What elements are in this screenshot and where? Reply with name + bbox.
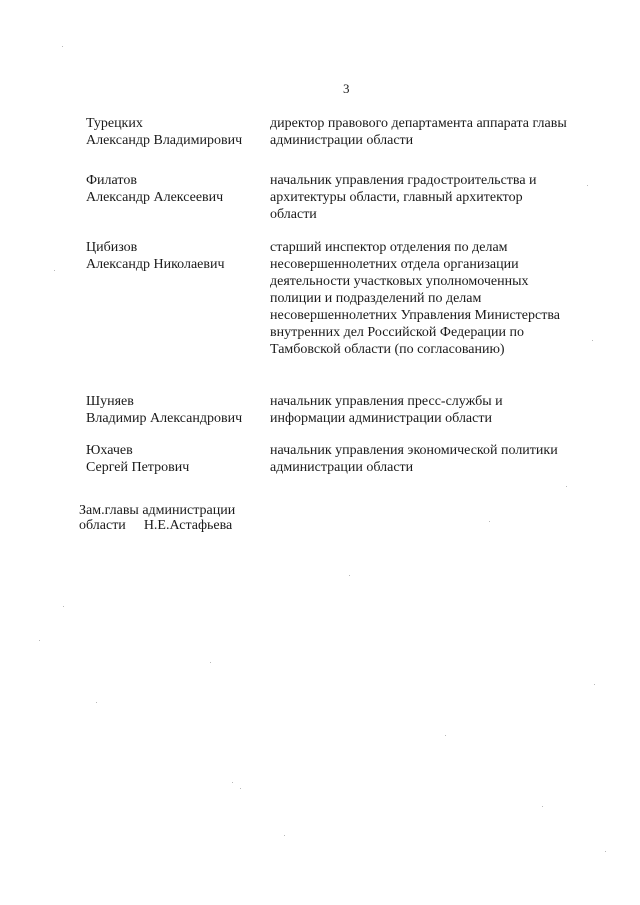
member-position: начальник управления градостроительства и архитектуры области, главный архитектор области bbox=[270, 173, 537, 222]
scan-speck bbox=[240, 788, 241, 789]
scan-speck bbox=[566, 486, 567, 487]
scan-speck bbox=[542, 806, 543, 807]
scan-speck bbox=[63, 606, 64, 607]
scan-speck bbox=[232, 782, 233, 783]
member-position: старший инспектор отделения по делам несовершеннолетних отдела организации деятельности участковых уполномоченных полиции и подразделений по делам несовершеннолетних Управления Министерства внутренних дел Российской Федерации по Тамбовской области (по согласованию) bbox=[270, 240, 560, 357]
member-given-names: Александр Алексеевич bbox=[86, 190, 224, 205]
member-name bbox=[86, 172, 261, 206]
member-name bbox=[86, 393, 261, 427]
member-position: начальник управления экономической политики администрации области bbox=[270, 443, 558, 475]
member-given-names: Александр Владимирович bbox=[86, 133, 243, 148]
scan-speck bbox=[489, 521, 490, 522]
scan-speck bbox=[445, 735, 446, 736]
member-position: начальник управления пресс-службы и информации администрации области bbox=[270, 394, 503, 426]
scan-speck bbox=[349, 575, 350, 576]
scan-speck bbox=[594, 684, 595, 685]
member-surname: Юхачев bbox=[86, 443, 133, 458]
member-surname: Турецких bbox=[86, 116, 143, 131]
member-name bbox=[86, 239, 261, 273]
signatory-name: Н.Е.Астафьева bbox=[143, 518, 233, 533]
member-position: директор правового департамента аппарата главы администрации области bbox=[270, 116, 567, 148]
member-surname: Цибизов bbox=[86, 240, 138, 255]
scan-speck bbox=[605, 851, 606, 852]
member-name bbox=[86, 115, 261, 149]
member-given-names: Александр Николаевич bbox=[86, 257, 225, 272]
member-given-names: Владимир Александрович bbox=[86, 411, 243, 426]
scan-speck bbox=[62, 46, 63, 47]
signature-title: Зам.главы администрации bbox=[79, 503, 236, 518]
scan-speck bbox=[592, 340, 593, 341]
scan-speck bbox=[284, 835, 285, 836]
scan-speck bbox=[39, 640, 40, 641]
signature-title-cont: области bbox=[79, 518, 126, 533]
scan-speck bbox=[54, 270, 55, 271]
signature-block bbox=[79, 503, 235, 533]
signature-line bbox=[79, 518, 235, 533]
member-surname: Филатов bbox=[86, 173, 137, 188]
scan-speck bbox=[210, 662, 211, 663]
member-surname: Шуняев bbox=[86, 394, 134, 409]
scan-speck bbox=[96, 702, 97, 703]
member-name bbox=[86, 442, 261, 476]
page-number: 3 bbox=[343, 81, 350, 96]
member-given-names: Сергей Петрович bbox=[86, 460, 190, 475]
scan-speck bbox=[587, 185, 588, 186]
